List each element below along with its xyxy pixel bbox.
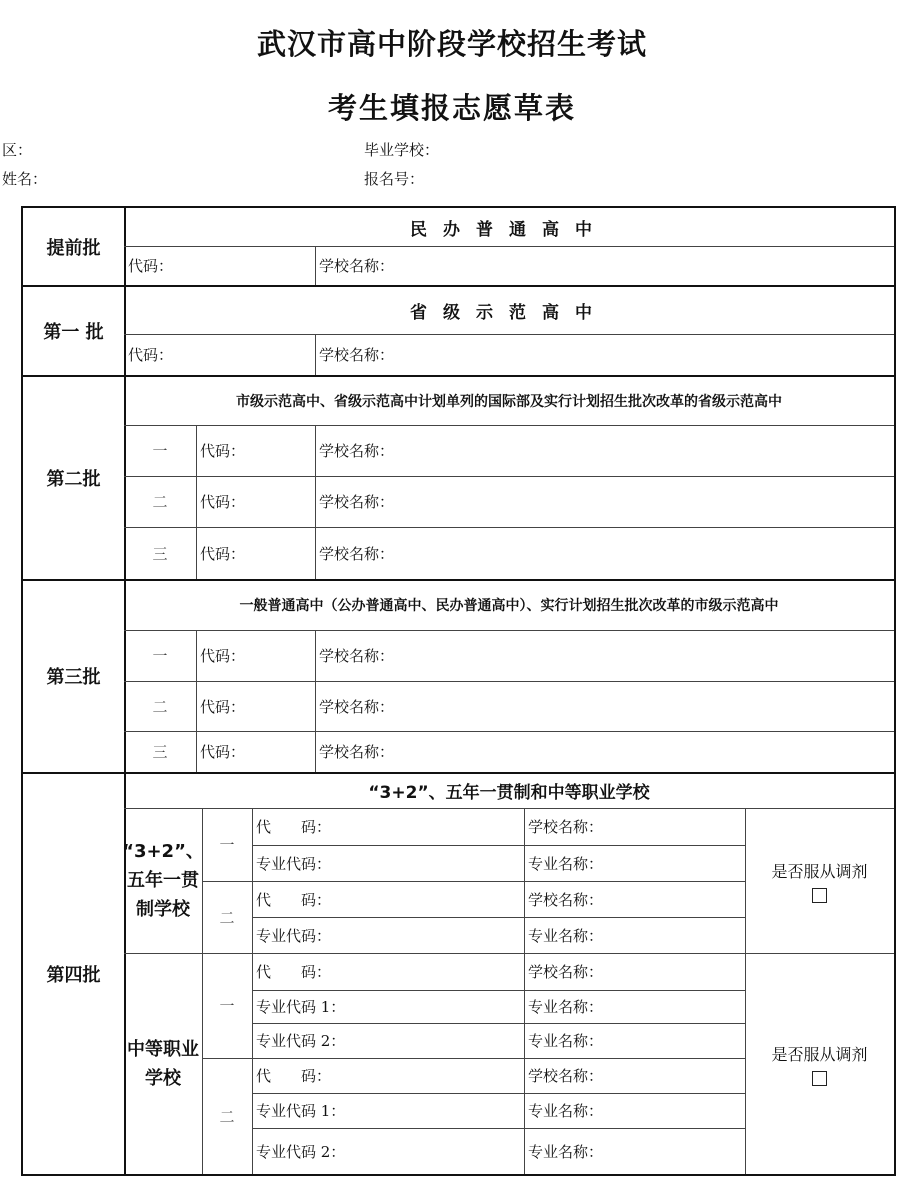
major-name-field[interactable]: 专业名称： (528, 998, 604, 1016)
code-field[interactable]: 专业代码： (256, 926, 332, 945)
batch-2-choice-number: 一 (152, 442, 168, 460)
batch-2-choice-number: 二 (152, 493, 168, 511)
school-name-field[interactable]: 学校名称： (319, 493, 395, 511)
district-label: 区： (2, 141, 33, 159)
code-field[interactable]: 代码： (128, 257, 174, 275)
code-field[interactable]: 代 码： (256, 963, 332, 981)
school-name-field[interactable]: 学校名称： (319, 647, 395, 665)
choice-number: 二 (219, 1107, 235, 1126)
page-title: 武汉市高中阶段学校招生考试 (256, 27, 647, 61)
code-field[interactable]: 代码： (200, 493, 246, 511)
school-name-field[interactable]: 学校名称： (528, 963, 604, 981)
column-divider (196, 425, 197, 579)
batch-heading-early: 民办普通高中 (410, 219, 608, 240)
column-divider (252, 808, 253, 1174)
major-name-field[interactable]: 专业名称： (528, 1032, 604, 1050)
code-field[interactable]: 代码： (200, 697, 246, 716)
code-field[interactable]: 专业代码 2： (256, 1142, 346, 1161)
batch-label-4: 第四批 (46, 964, 101, 986)
school-name-field[interactable]: 学校名称： (319, 442, 395, 460)
code-field[interactable]: 代 码： (256, 818, 332, 836)
batch-3-choice-number: 一 (152, 647, 168, 665)
major-name-field[interactable]: 专业名称： (528, 926, 604, 945)
code-field[interactable]: 代码： (128, 346, 174, 364)
school-name-field[interactable]: 学校名称： (319, 544, 395, 563)
batch-heading-2: 市级示范高中、省级示范高中计划单列的国际部及实行计划招生批次改革的省级示范高中 (236, 393, 782, 410)
accept-adjustment-checkbox[interactable] (812, 1071, 827, 1086)
school-name-field[interactable]: 学校名称： (319, 257, 395, 275)
school-name-field[interactable]: 学校名称： (528, 890, 604, 909)
code-field[interactable]: 专业代码 1： (256, 1102, 346, 1120)
code-field[interactable]: 代码： (200, 743, 246, 761)
school-name-field[interactable]: 学校名称： (528, 818, 604, 836)
batch-3-choice-number: 二 (152, 697, 168, 716)
school-name-field[interactable]: 学校名称： (319, 697, 395, 716)
batch-label-3: 第三批 (46, 667, 101, 688)
major-name-field[interactable]: 专业名称： (528, 1142, 604, 1161)
batch-label-2: 第二批 (46, 468, 101, 490)
major-name-field[interactable]: 专业名称： (528, 854, 604, 873)
choice-number: 一 (219, 997, 235, 1015)
adjustment-cell-3plus2 (745, 808, 894, 953)
batch-label-1: 第一 批 (43, 321, 104, 343)
column-divider (315, 425, 316, 579)
student-name-label: 姓名： (2, 170, 48, 188)
batch-3-choice-number: 三 (152, 743, 168, 761)
batch-heading-4: “3+2”、五年一贯制和中等职业学校 (368, 783, 650, 803)
batch-2-choice-number: 三 (152, 544, 168, 563)
code-field[interactable]: 代码： (200, 647, 246, 665)
batch-label-early: 提前批 (46, 237, 101, 259)
school-type-3plus2: “3+2”、五年一贯制学校 (122, 841, 204, 920)
code-field[interactable]: 专业代码 2： (256, 1032, 346, 1050)
registration-number-label: 报名号： (364, 170, 425, 188)
column-divider (315, 630, 316, 772)
column-divider (524, 808, 525, 1174)
page-subtitle: 考生填报志愿草表 (327, 91, 576, 125)
school-type-vocational: 中等职业学校 (127, 1038, 199, 1089)
choice-number: 二 (219, 908, 235, 927)
accept-adjustment-label: 是否服从调剂 (771, 861, 868, 881)
code-field[interactable]: 专业代码 1： (256, 998, 346, 1016)
accept-adjustment-checkbox[interactable] (812, 888, 827, 903)
school-name-field[interactable]: 学校名称： (319, 743, 395, 761)
graduate-school-label: 毕业学校： (364, 141, 440, 159)
column-divider (196, 630, 197, 772)
code-field[interactable]: 代码： (200, 544, 246, 563)
school-name-field[interactable]: 学校名称： (528, 1067, 604, 1085)
school-name-field[interactable]: 学校名称： (319, 346, 395, 364)
code-field[interactable]: 代 码： (256, 1067, 332, 1085)
batch-heading-3: 一般普通高中（公办普通高中、民办普通高中）、实行计划招生批次改革的市级示范高中 (239, 598, 779, 614)
code-field[interactable]: 代 码： (256, 890, 332, 909)
adjustment-cell-vocational (745, 953, 894, 1174)
code-field[interactable]: 代码： (200, 442, 246, 460)
choice-number: 一 (219, 836, 235, 854)
batch-heading-1: 省级示范高中 (410, 302, 608, 323)
code-field[interactable]: 专业代码： (256, 854, 332, 873)
major-name-field[interactable]: 专业名称： (528, 1102, 604, 1120)
accept-adjustment-label: 是否服从调剂 (771, 1044, 868, 1064)
